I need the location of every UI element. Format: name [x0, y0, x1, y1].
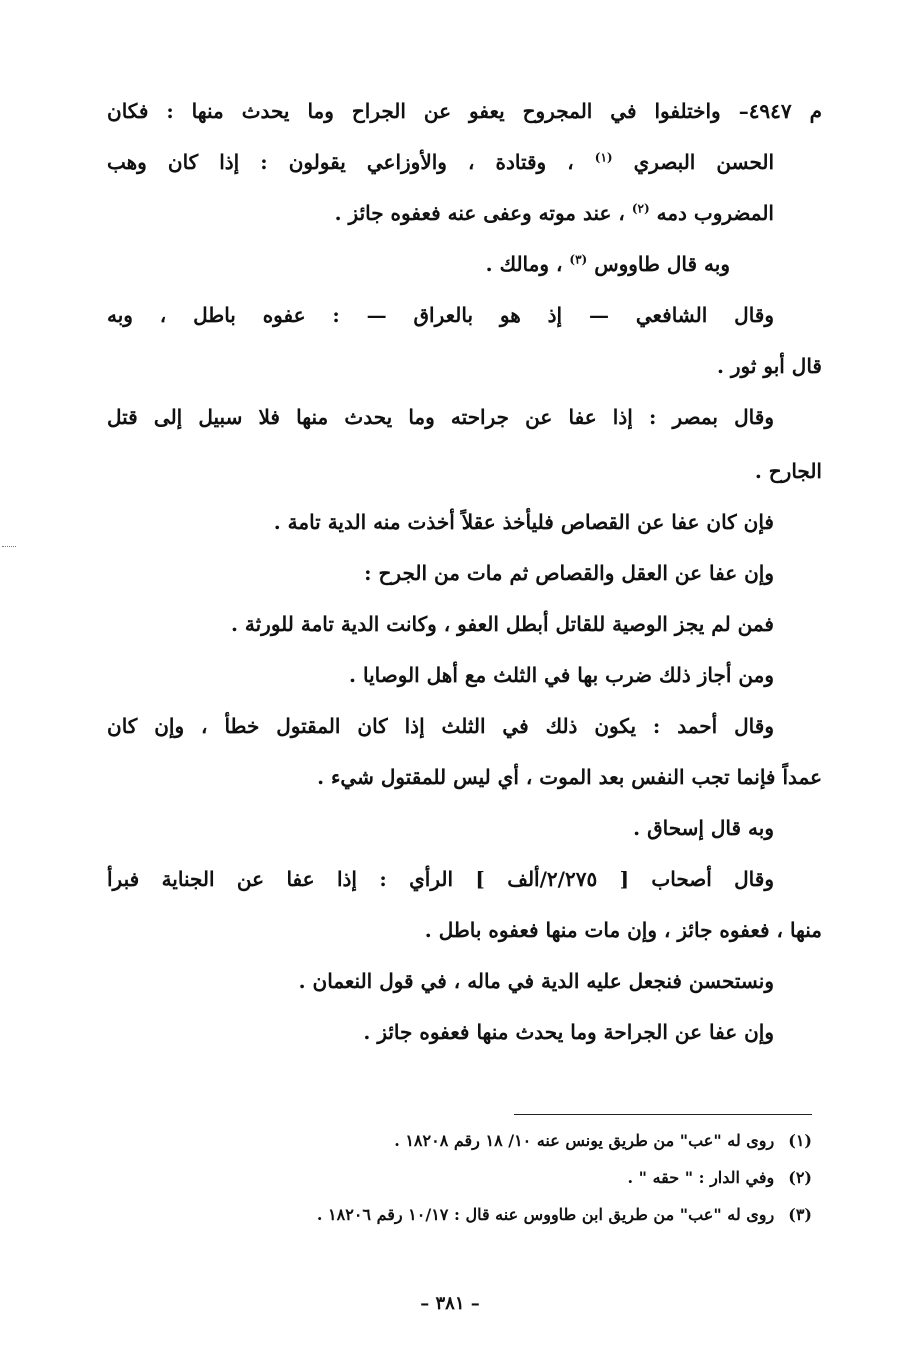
footnote-divider: [514, 1114, 812, 1115]
text-line: منها ، فعفوه جائز ، وإن مات منها فعفوه باطل .: [424, 918, 822, 942]
text-line: الجارح .: [754, 459, 822, 483]
text-line: وإن عفا عن العقل والقصاص ثم مات من الجرح :: [364, 561, 774, 585]
footnote-3: [172, 1202, 812, 1239]
text-line: وقال أصحاب [ ٢/٢٧٥/ألف ] الرأي : إذا عفا عن الجناية فبرأ: [107, 867, 774, 891]
footnote-1: [172, 1128, 812, 1165]
footnote-ref-3[interactable]: (٣): [569, 252, 588, 267]
text-line: م ٤٩٤٧– واختلفوا في المجروح يعفو عن الجراح وما يحدث منها : فكان: [107, 99, 822, 123]
page-number: – ٣٨١ –: [420, 1293, 480, 1314]
text-line: وبه قال إسحاق .: [633, 816, 774, 840]
text-line: وإن عفا عن الجراحة وما يحدث منها فعفوه جائز .: [363, 1020, 774, 1044]
paragraph-number: م ٤٩٤٧–: [738, 99, 822, 123]
footnote-number: (٢): [788, 1168, 812, 1187]
text-line: وقال الشافعي — إذ هو بالعراق — : عفوه باطل ، وبه: [107, 303, 774, 327]
footnote-ref-2[interactable]: (٢): [631, 201, 650, 216]
text-line: ونستحسن فنجعل عليه الدية في ماله ، في قول النعمان .: [298, 969, 774, 993]
margin-mark: [2, 546, 16, 547]
text-line: فمن لم يجز الوصية للقاتل أبطل العفو ، وكانت الدية تامة للورثة .: [230, 612, 774, 636]
text-line: عمداً فإنما تجب النفس بعد الموت ، أي ليس للمقتول شيء .: [317, 765, 822, 789]
footnote-2: [172, 1165, 812, 1202]
text-line: قال أبو ثور .: [716, 354, 822, 378]
footnotes: [172, 1128, 812, 1239]
text-line: الحسن البصري $^{(١)}$ ، وقتادة ، والأوزاعي يقولون : إذا كان وهب: [107, 150, 775, 174]
text-line: المضروب دمه $^{(٢)}$ ، عند موته وعفى عنه فعفوه جائز .: [334, 201, 774, 225]
footnote-text: روى له "عب" من طريق ابن طاووس عنه قال : ١٠/١٧ رقم ١٨٢٠٦ .: [316, 1205, 775, 1224]
text-line: وقال بمصر : إذا عفا عن جراحته وما يحدث منها فلا سبيل إلى قتل: [107, 405, 774, 429]
footnote-text: روى له "عب" من طريق يونس عنه ١٠/ ١٨ رقم ١٨٢٠٨ .: [394, 1131, 775, 1150]
text-line: ومن أجاز ذلك ضرب بها في الثلث مع أهل الوصايا .: [349, 663, 774, 687]
text-line: فإن كان عفا عن القصاص فليأخذ عقلاً أخذت منه الدية تامة .: [273, 510, 774, 534]
footnote-text: وفي الدار : " حقه " .: [627, 1168, 775, 1187]
text-line: وقال أحمد : يكون ذلك في الثلث إذا كان المقتول خطأ ، وإن كان: [107, 714, 774, 738]
footnote-number: (٣): [788, 1205, 812, 1224]
main-text: [107, 96, 822, 1068]
footnote-ref-1[interactable]: (١): [594, 150, 613, 165]
text-line: وبه قال طاووس $^{(٣)}$ ، ومالك .: [485, 252, 730, 276]
footnote-number: (١): [788, 1131, 812, 1150]
